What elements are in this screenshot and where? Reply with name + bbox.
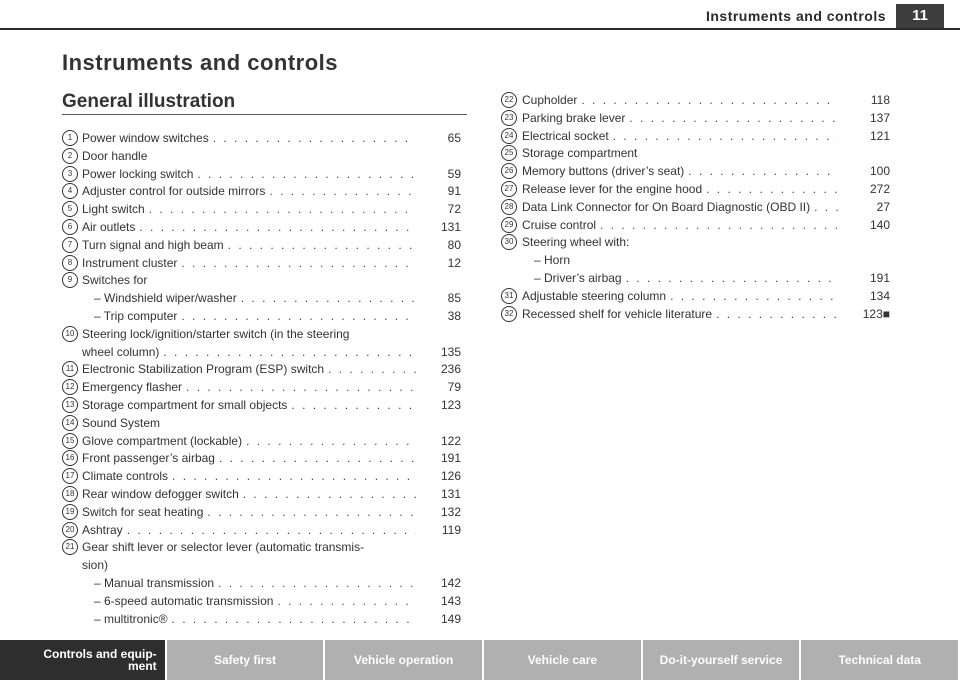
leader-dots bbox=[172, 612, 416, 626]
leader-dots bbox=[600, 218, 838, 232]
entry-label: sion) bbox=[82, 558, 109, 573]
top-rule bbox=[0, 28, 960, 30]
page-reference: 236 bbox=[440, 362, 461, 377]
item-number-badge: 3 bbox=[62, 166, 78, 182]
item-number-badge: 11 bbox=[62, 361, 78, 377]
entry-label: – Manual transmission bbox=[94, 576, 215, 590]
entry-label: Storage compartment bbox=[522, 146, 638, 161]
page-reference: 142 bbox=[440, 576, 461, 590]
item-number-badge: 32 bbox=[501, 306, 517, 322]
item-number-badge: 23 bbox=[501, 110, 517, 126]
entry-label: – Trip computer bbox=[94, 309, 178, 323]
section-rule bbox=[62, 114, 467, 115]
page-reference: 80 bbox=[447, 237, 461, 252]
leader-dots bbox=[149, 202, 416, 216]
leader-dots bbox=[186, 380, 416, 394]
page-reference: 65 bbox=[447, 131, 461, 145]
entry-label: – Horn bbox=[534, 253, 571, 268]
leader-dots bbox=[228, 238, 416, 252]
page-reference: 137 bbox=[869, 110, 890, 125]
page-reference: 132 bbox=[440, 504, 461, 519]
leader-dots bbox=[629, 111, 838, 125]
entry-label: Turn signal and high beam bbox=[82, 237, 224, 252]
entry-label: Front passenger’s airbag bbox=[82, 451, 215, 466]
item-number-badge: 17 bbox=[62, 468, 78, 484]
leader-dots bbox=[197, 167, 416, 181]
nav-tab[interactable]: Technical data bbox=[801, 640, 960, 680]
leader-dots bbox=[219, 451, 416, 465]
leader-dots bbox=[814, 200, 838, 214]
entry-label: – multitronic® bbox=[94, 611, 168, 626]
leader-dots bbox=[127, 523, 416, 537]
entry-label: – 6-speed automatic transmission bbox=[94, 593, 274, 608]
nav-tab[interactable]: Vehicle care bbox=[484, 640, 643, 680]
leader-dots bbox=[241, 291, 416, 305]
page-reference: 272 bbox=[869, 182, 890, 196]
leader-dots bbox=[243, 487, 416, 501]
entry-label: Glove compartment (lockable) bbox=[82, 433, 243, 448]
entry-label: Light switch bbox=[82, 202, 145, 217]
leader-dots bbox=[670, 289, 838, 303]
chapter-navigation-bar bbox=[0, 640, 960, 680]
page-reference: 85 bbox=[447, 291, 461, 306]
page-reference: 72 bbox=[447, 202, 461, 217]
item-number-badge: 10 bbox=[62, 326, 78, 342]
page-reference: 79 bbox=[447, 380, 461, 395]
leader-dots bbox=[688, 164, 838, 178]
entry-label: Ashtray bbox=[82, 522, 123, 537]
entry-label: Power locking switch bbox=[82, 166, 194, 181]
page-reference: 91 bbox=[447, 184, 461, 199]
item-number-badge: 25 bbox=[501, 145, 517, 161]
leader-dots bbox=[277, 594, 416, 608]
entry-label: Electronic Stabilization Program (ESP) switch bbox=[82, 362, 325, 377]
leader-dots bbox=[626, 271, 838, 285]
item-number-badge: 30 bbox=[501, 234, 517, 250]
nav-tab[interactable]: Do-it-yourself service bbox=[643, 640, 802, 680]
item-number-badge: 6 bbox=[62, 219, 78, 235]
nav-tab[interactable]: Controls and equip- ment bbox=[0, 640, 167, 680]
leader-dots bbox=[172, 469, 416, 483]
leader-dots bbox=[139, 220, 416, 234]
item-number-badge: 29 bbox=[501, 217, 517, 233]
nav-tab[interactable]: Safety first bbox=[167, 640, 326, 680]
page-reference: 131 bbox=[440, 487, 461, 501]
entry-label: Steering wheel with: bbox=[522, 235, 630, 250]
page-reference: 119 bbox=[441, 522, 461, 537]
entry-label: Instrument cluster bbox=[82, 255, 178, 270]
page-reference: 100 bbox=[869, 164, 890, 179]
item-number-badge: 28 bbox=[501, 199, 517, 215]
entry-label: Release lever for the engine hood bbox=[522, 182, 703, 196]
chapter-number-tab: 11 bbox=[896, 4, 944, 28]
page-reference: 27 bbox=[876, 199, 890, 214]
leader-dots bbox=[207, 505, 416, 519]
item-number-badge: 19 bbox=[62, 504, 78, 520]
entry-label: Switch for seat heating bbox=[82, 504, 204, 519]
page-reference: 134 bbox=[869, 288, 890, 303]
entry-label: Rear window defogger switch bbox=[82, 487, 239, 501]
page-reference: 143 bbox=[440, 593, 461, 608]
leader-dots bbox=[181, 256, 416, 270]
item-number-badge: 18 bbox=[62, 486, 78, 502]
entry-label: Recessed shelf for vehicle literature bbox=[522, 306, 713, 321]
item-number-badge: 1 bbox=[62, 130, 78, 146]
page-reference: 118 bbox=[870, 93, 890, 107]
page-reference: 131 bbox=[440, 220, 461, 234]
page-reference: 135 bbox=[440, 344, 461, 359]
item-number-badge: 7 bbox=[62, 237, 78, 253]
leader-dots bbox=[181, 309, 416, 323]
entry-label: Adjustable steering column bbox=[522, 288, 667, 303]
item-number-badge: 13 bbox=[62, 397, 78, 413]
entry-label: Parking brake lever bbox=[522, 110, 626, 125]
entry-label: Cupholder bbox=[522, 93, 578, 107]
item-number-badge: 31 bbox=[501, 288, 517, 304]
leader-dots bbox=[291, 398, 416, 412]
item-number-badge: 5 bbox=[62, 201, 78, 217]
page-reference: 140 bbox=[869, 217, 890, 232]
running-title: Instruments and controls bbox=[705, 8, 886, 24]
entry-label: Sound System bbox=[82, 415, 161, 430]
entry-label: Gear shift lever or selector lever (automatic transmis- bbox=[82, 540, 365, 555]
entry-label: wheel column) bbox=[82, 344, 160, 359]
entry-label: Climate controls bbox=[82, 469, 169, 484]
entry-label: Cruise control bbox=[522, 217, 597, 232]
item-number-badge: 14 bbox=[62, 415, 78, 431]
entry-label: Electrical socket bbox=[522, 128, 609, 143]
leader-dots bbox=[613, 129, 838, 143]
entry-label: Power window switches bbox=[82, 131, 209, 145]
page-reference: 38 bbox=[447, 309, 461, 323]
page-reference: 123 bbox=[440, 398, 461, 412]
page-reference: 191 bbox=[869, 271, 890, 285]
entry-label: Data Link Connector for On Board Diagnostic (OBD II) bbox=[522, 199, 811, 214]
entry-label: – Windshield wiper/washer bbox=[94, 291, 237, 306]
page-reference: 121 bbox=[869, 128, 890, 143]
item-number-badge: 20 bbox=[62, 522, 78, 538]
page-reference: 12 bbox=[447, 255, 461, 270]
page-reference: 122 bbox=[440, 433, 461, 448]
item-number-badge: 15 bbox=[62, 433, 78, 449]
leader-dots bbox=[706, 182, 838, 196]
item-number-badge: 24 bbox=[501, 128, 517, 144]
page-reference: 59 bbox=[447, 166, 461, 181]
leader-dots bbox=[328, 362, 416, 376]
leader-dots bbox=[163, 345, 416, 359]
entry-label: Adjuster control for outside mirrors bbox=[82, 184, 266, 199]
page-title: Instruments and controls bbox=[62, 50, 339, 75]
page-reference: 191 bbox=[440, 451, 461, 466]
entry-label: Air outlets bbox=[82, 220, 136, 234]
item-number-badge: 26 bbox=[501, 163, 517, 179]
entry-label: Switches for bbox=[82, 273, 148, 288]
item-number-badge: 27 bbox=[501, 181, 517, 197]
item-number-badge: 12 bbox=[62, 379, 78, 395]
leader-dots bbox=[581, 93, 838, 107]
page-reference: 149 bbox=[440, 611, 461, 626]
entry-label: – Driver’s airbag bbox=[534, 271, 622, 285]
entry-label: Steering lock/ignition/starter switch (in the steering bbox=[82, 326, 350, 341]
item-number-badge: 16 bbox=[62, 450, 78, 466]
entry-label: Memory buttons (driver’s seat) bbox=[522, 164, 685, 179]
item-number-badge: 9 bbox=[62, 272, 78, 288]
entry-label: Storage compartment for small objects bbox=[82, 398, 288, 412]
item-number-badge: 8 bbox=[62, 255, 78, 271]
leader-dots bbox=[269, 184, 416, 198]
section-title: General illustration bbox=[62, 91, 236, 112]
item-number-badge: 21 bbox=[62, 539, 78, 555]
page-reference: 123■ bbox=[862, 306, 890, 321]
page-reference: 126 bbox=[440, 469, 461, 484]
leader-dots bbox=[218, 576, 416, 590]
leader-dots bbox=[716, 307, 838, 321]
leader-dots bbox=[246, 434, 416, 448]
item-number-badge: 4 bbox=[62, 183, 78, 199]
nav-tab[interactable]: Vehicle operation bbox=[325, 640, 484, 680]
entry-label: Door handle bbox=[82, 148, 148, 163]
item-number-badge: 22 bbox=[501, 92, 517, 108]
leader-dots bbox=[213, 131, 416, 145]
entry-label: Emergency flasher bbox=[82, 380, 183, 395]
item-number-badge: 2 bbox=[62, 148, 78, 164]
